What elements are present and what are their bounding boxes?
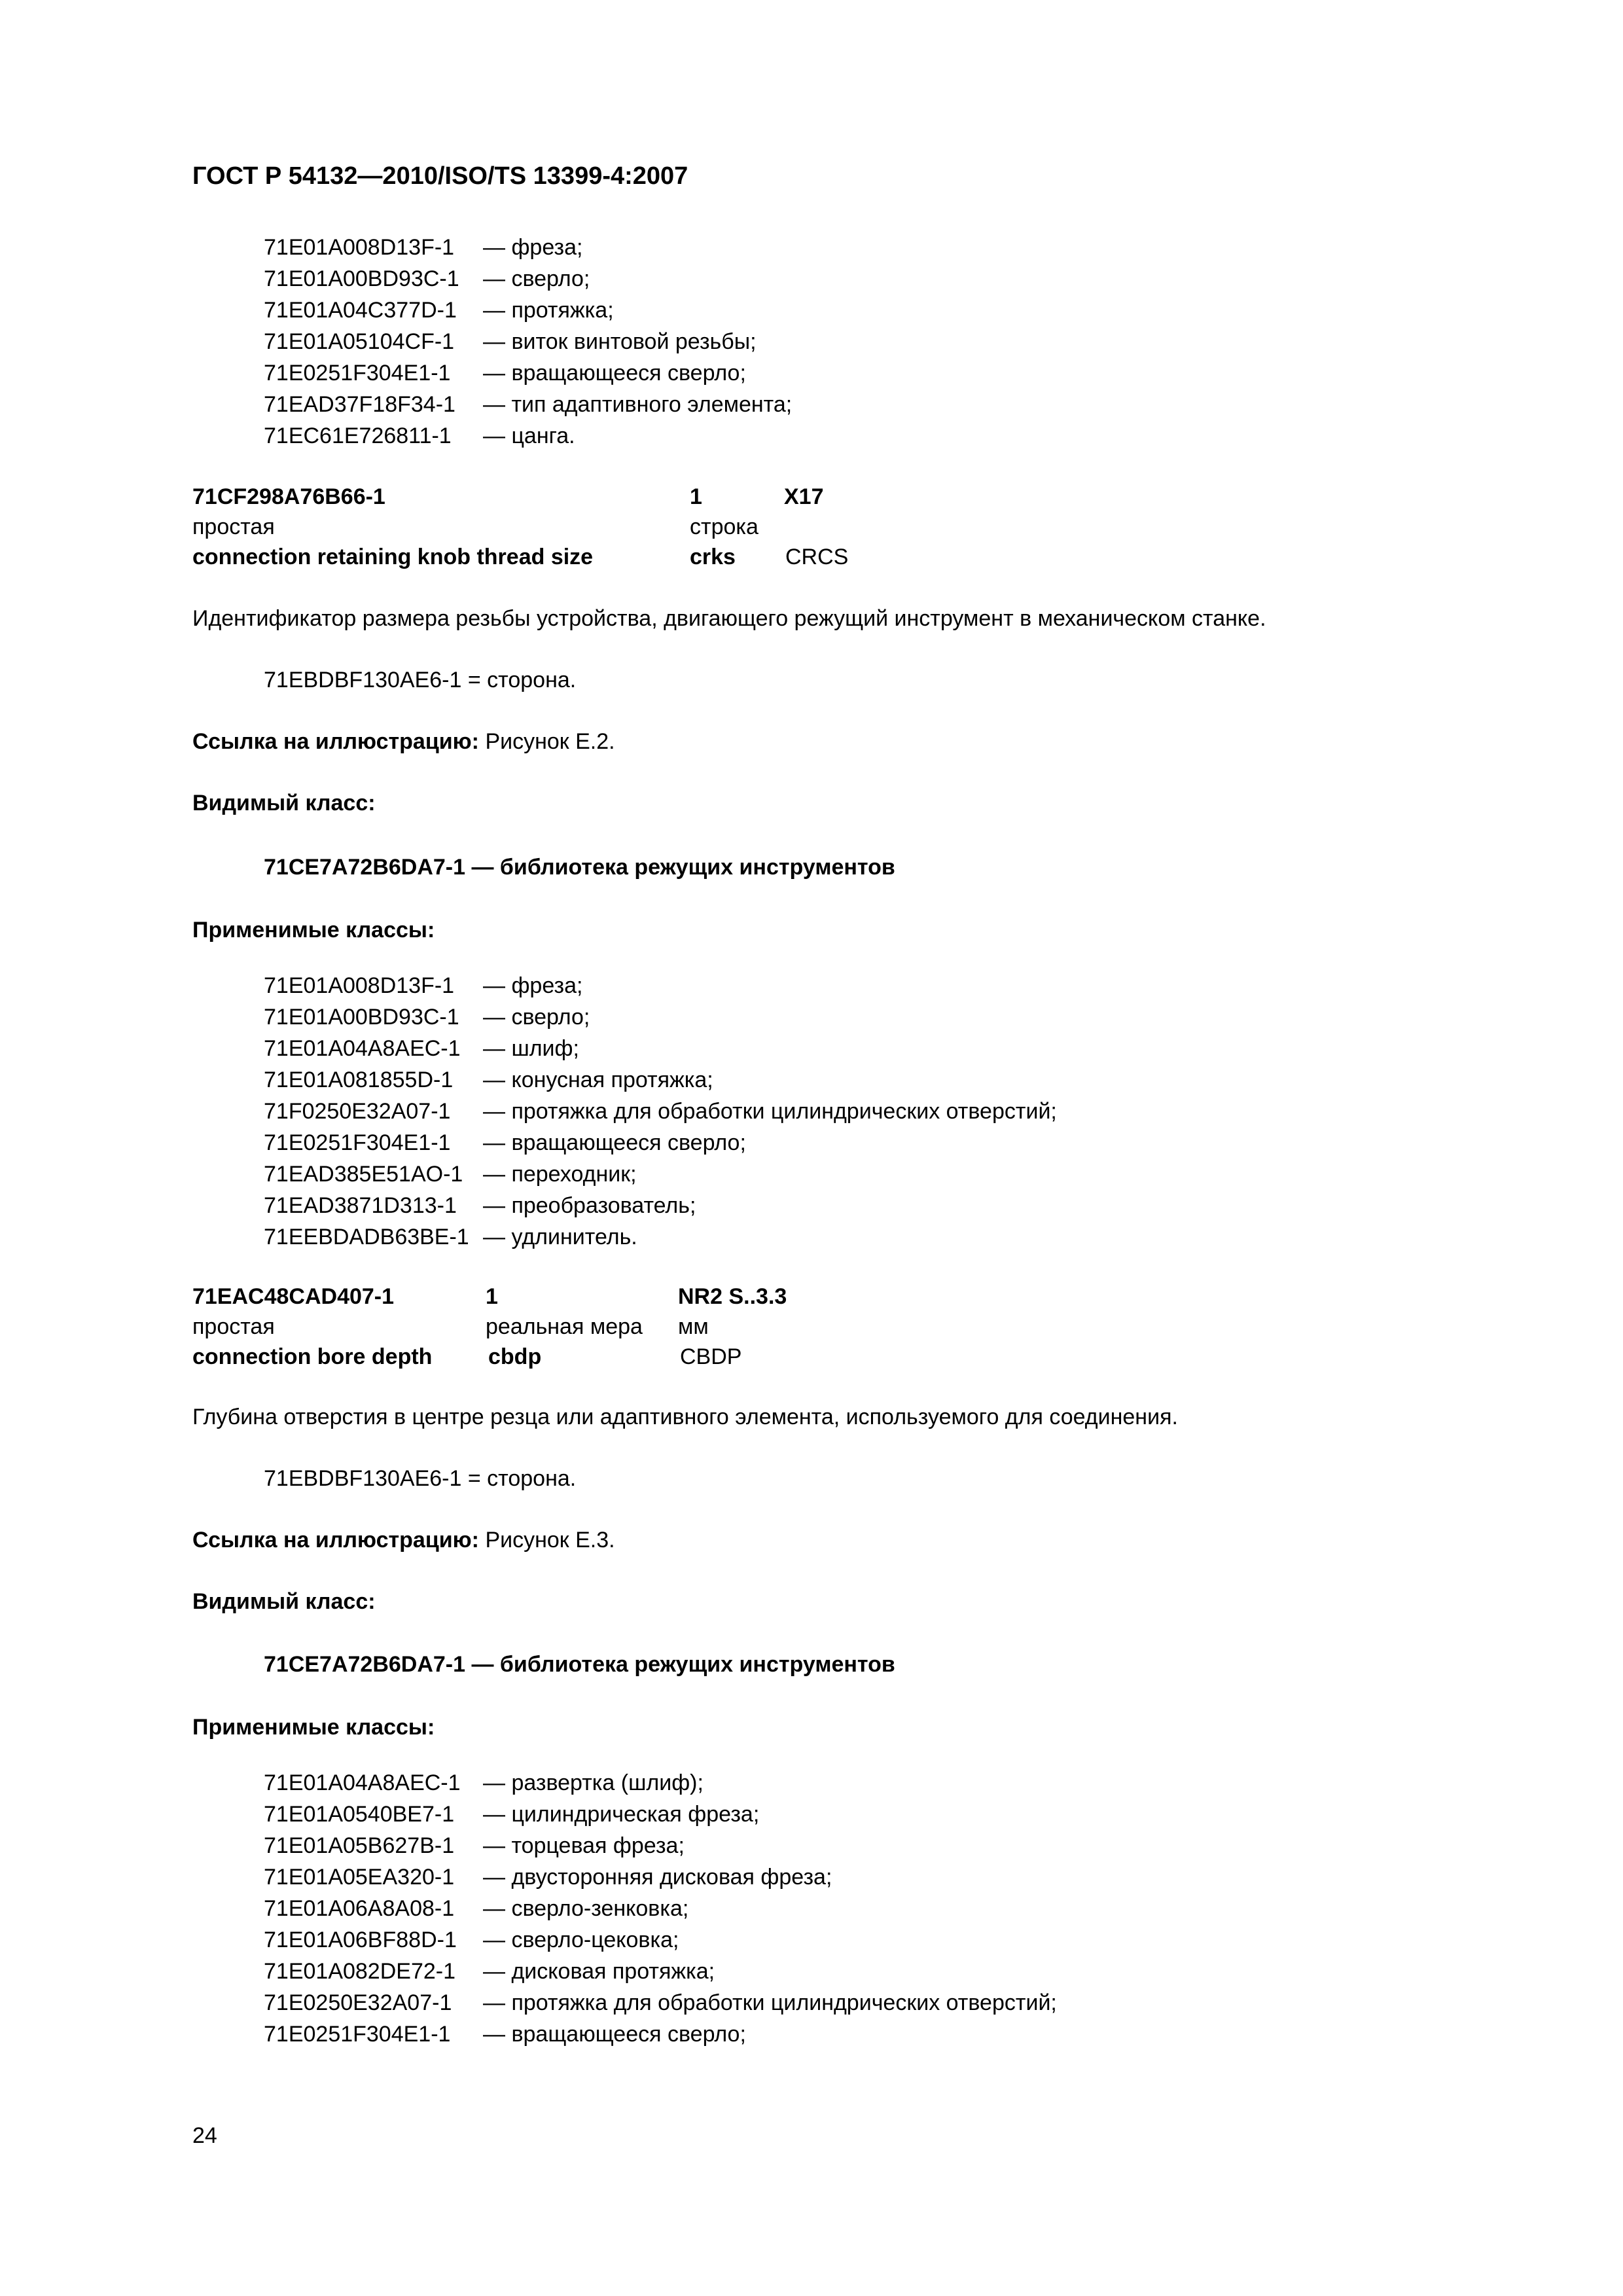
class-desc: — двусторонняя дисковая фреза; [483,1865,832,1890]
property2-applicable-label: Применимые классы: [192,1715,435,1740]
class-code: 71E01A081855D-1 [264,1067,454,1092]
class-desc: — удлинитель. [483,1225,637,1249]
list-item [264,420,792,452]
property1-applicable-label: Применимые классы: [192,918,435,942]
list-item [264,1861,1057,1893]
illustration-label: Ссылка на иллюстрацию: [192,1528,479,1552]
class-code: 71E01A008D13F-1 [264,973,455,998]
class-code: 71F0250E32A07-1 [264,1099,451,1124]
property1-illustration [192,726,615,757]
class-desc: — фреза; [483,235,583,260]
class-desc: — вращающееся сверло; [483,2022,746,2047]
class-code: 71E0250E32A07-1 [264,1990,452,2015]
list-item [264,1158,1057,1190]
class-desc: — сверло; [483,1005,590,1030]
list-item [264,1096,1057,1127]
class-code: 71EAD385E51AO-1 [264,1162,463,1187]
property2-domain: 71EBDBF130AE6-1 = сторона. [264,1466,577,1491]
list-item [264,2018,1057,2050]
list-item [264,295,792,326]
illustration-label: Ссылка на иллюстрацию: [192,729,479,754]
class-code: 71EAD37F18F34-1 [264,392,455,417]
property-symbol: crks [690,545,736,569]
class-code: 71E01A00BD93C-1 [264,1005,459,1030]
property-format: NR2 S..3.3 [678,1284,787,1309]
class-code: 71E0251F304E1-1 [264,361,451,386]
list-item [264,970,1057,1001]
list-item [264,232,792,263]
list-item [264,263,792,295]
class-code: 71EEBDADB63BE-1 [264,1225,469,1249]
property-data-type: реальная мера [486,1314,643,1339]
list-item [264,1001,1057,1033]
class-desc: — тип адаптивного элемента; [483,392,793,417]
class-desc: — преобразователь; [483,1193,696,1218]
list-item [264,1893,1057,1924]
list-item [264,1190,1057,1221]
class-code: 71E01A04A8AEC-1 [264,1036,461,1061]
list-item [264,1956,1057,1987]
list-item [264,1924,1057,1956]
class-desc: — виток винтовой резьбы; [483,329,757,354]
property-code: 71CF298A76B66-1 [192,484,385,509]
property2-visible-class: 71CE7A72B6DA7-1 — библиотека режущих инструментов [264,1652,895,1677]
class-code: 71E01A04C377D-1 [264,298,457,323]
class-code: 71EAD3871D313-1 [264,1193,457,1218]
property-name: connection bore depth [192,1344,433,1369]
class-code: 71E01A06A8A08-1 [264,1896,455,1921]
list-item [264,1799,1057,1830]
class-desc: — протяжка для обработки цилиндрических отверстий; [483,1099,1057,1124]
property-version: 1 [690,484,702,509]
list-item [264,1064,1057,1096]
class-desc: — дисковая протяжка; [483,1959,715,1984]
class-code: 71E01A05B627B-1 [264,1833,455,1858]
property-format: X17 [784,484,824,509]
class-desc: — цилиндрическая фреза; [483,1802,760,1827]
list-item [264,1127,1057,1158]
property2-illustration [192,1525,615,1555]
property-symbol-upper: CBDP [680,1344,742,1369]
property2-applicable-list [264,1767,1057,2050]
property1-visible-class: 71CE7A72B6DA7-1 — библиотека режущих инструментов [264,855,895,880]
class-code: 71E01A00BD93C-1 [264,266,459,291]
list-item [264,1221,1057,1253]
illustration-value: Рисунок Е.3. [479,1528,615,1552]
property2-definition: Глубина отверстия в центре резца или адаптивного элемента, используемого для соединения. [192,1405,1178,1429]
class-desc: — сверло-цековка; [483,1928,679,1952]
class-code: 71E0251F304E1-1 [264,1130,451,1155]
list-item [264,389,792,420]
class-code: 71E01A05EA320-1 [264,1865,455,1890]
class-code: 71E01A05104CF-1 [264,329,455,354]
class-code: 71E01A082DE72-1 [264,1959,456,1984]
property-type: простая [192,1314,275,1339]
class-code: 71E0251F304E1-1 [264,2022,451,2047]
list-item [264,357,792,389]
top-class-list [264,232,792,452]
class-desc: — цанга. [483,423,575,448]
property-symbol: cbdp [488,1344,542,1369]
list-item [264,1987,1057,2018]
list-item [264,326,792,357]
list-item [264,1830,1057,1861]
property1-applicable-list [264,970,1057,1253]
property2-visible-class-label: Видимый класс: [192,1589,376,1614]
class-desc: — торцевая фреза; [483,1833,685,1858]
class-code: 71EC61E726811-1 [264,423,452,448]
property-code: 71EAC48CAD407-1 [192,1284,395,1309]
property-symbol-upper: CRCS [785,545,849,569]
class-desc: — фреза; [483,973,583,998]
class-desc: — вращающееся сверло; [483,1130,746,1155]
standard-header: ГОСТ Р 54132—2010/ISO/TS 13399-4:2007 [192,162,688,190]
class-code: 71E01A06BF88D-1 [264,1928,457,1952]
class-desc: — вращающееся сверло; [483,361,746,386]
class-desc: — протяжка; [483,298,614,323]
property-version: 1 [486,1284,498,1309]
property-unit: мм [678,1314,709,1339]
class-code: 71E01A008D13F-1 [264,235,455,260]
illustration-value: Рисунок Е.2. [479,729,615,754]
list-item [264,1767,1057,1799]
property1-definition: Идентификатор размера резьбы устройства, двигающего режущий инструмент в механическом станке. [192,606,1266,631]
class-desc: — переходник; [483,1162,637,1187]
property1-visible-class-label: Видимый класс: [192,791,376,816]
class-desc: — развертка (шлиф); [483,1770,704,1795]
property-type: простая [192,514,275,539]
class-code: 71E01A04A8AEC-1 [264,1770,461,1795]
class-desc: — шлиф; [483,1036,579,1061]
property-name: connection retaining knob thread size [192,545,594,569]
property-data-type: строка [690,514,758,539]
class-desc: — сверло; [483,266,590,291]
class-code: 71E01A0540BE7-1 [264,1802,455,1827]
property1-domain: 71EBDBF130AE6-1 = сторона. [264,668,577,692]
class-desc: — протяжка для обработки цилиндрических отверстий; [483,1990,1057,2015]
page-number: 24 [192,2123,217,2148]
class-desc: — сверло-зенковка; [483,1896,689,1921]
class-desc: — конусная протяжка; [483,1067,713,1092]
list-item [264,1033,1057,1064]
